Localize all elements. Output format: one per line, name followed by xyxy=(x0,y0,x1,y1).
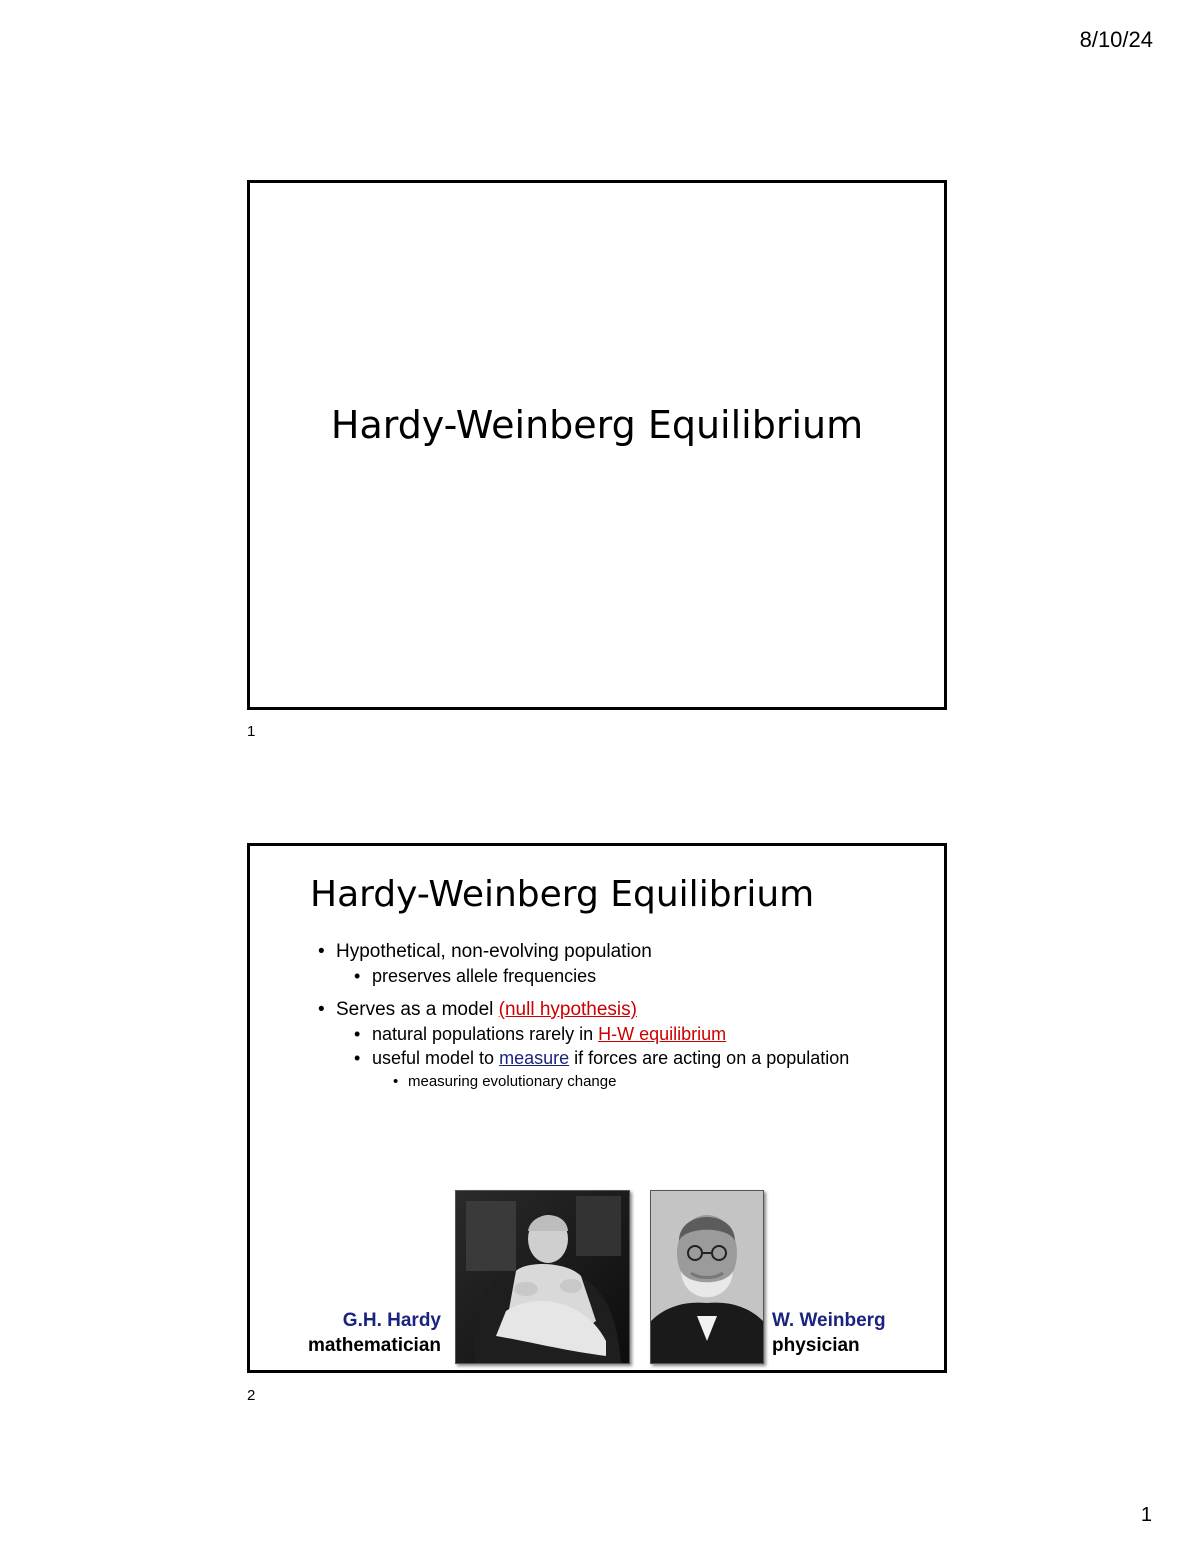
bullet-text: useful model to xyxy=(372,1048,500,1068)
slide-1 xyxy=(247,180,947,710)
weinberg-caption xyxy=(772,1308,886,1358)
slide-2-title: Hardy-Weinberg Equilibrium xyxy=(310,874,815,915)
hardy-caption xyxy=(308,1308,441,1358)
measure-highlight: measure xyxy=(499,1048,570,1068)
bullet-serves-as-model xyxy=(336,998,856,1022)
hardy-role: mathematician xyxy=(307,1335,441,1356)
bullet-list xyxy=(336,940,856,1094)
weinberg-portrait-photo xyxy=(650,1190,764,1364)
bullet-useful-model xyxy=(372,1046,856,1070)
hardy-name: G.H. Hardy xyxy=(342,1310,441,1331)
bullet-natural-populations xyxy=(372,1022,856,1046)
slide-1-title: Hardy-Weinberg Equilibrium xyxy=(330,403,864,447)
bullet-hypothetical: • Hypothetical, non-evolving population xyxy=(336,940,856,964)
weinberg-portrait-icon xyxy=(651,1191,763,1363)
weinberg-name: W. Weinberg xyxy=(772,1310,886,1331)
slide-2-number: 2 xyxy=(247,1387,256,1404)
slide-2 xyxy=(247,843,947,1373)
hardy-portrait-icon xyxy=(456,1191,629,1363)
hw-equilibrium-highlight: H-W equilibrium xyxy=(598,1024,727,1044)
hardy-portrait-photo xyxy=(455,1190,630,1364)
page-number: 1 xyxy=(1140,1504,1152,1526)
slide-1-number: 1 xyxy=(247,723,256,740)
bullet-text: Serves as a model xyxy=(336,999,499,1020)
weinberg-role: physician xyxy=(772,1335,860,1356)
bullet-text: if forces are acting on a population xyxy=(569,1048,850,1068)
bullet-measuring-change: • measuring evolutionary change xyxy=(408,1070,856,1094)
print-date: 8/10/24 xyxy=(1079,27,1153,52)
null-hypothesis-highlight: (null hypothesis) xyxy=(498,999,637,1020)
bullet-text: natural populations rarely in xyxy=(372,1024,599,1044)
bullet-preserves-alleles: • preserves allele frequencies xyxy=(372,964,856,988)
